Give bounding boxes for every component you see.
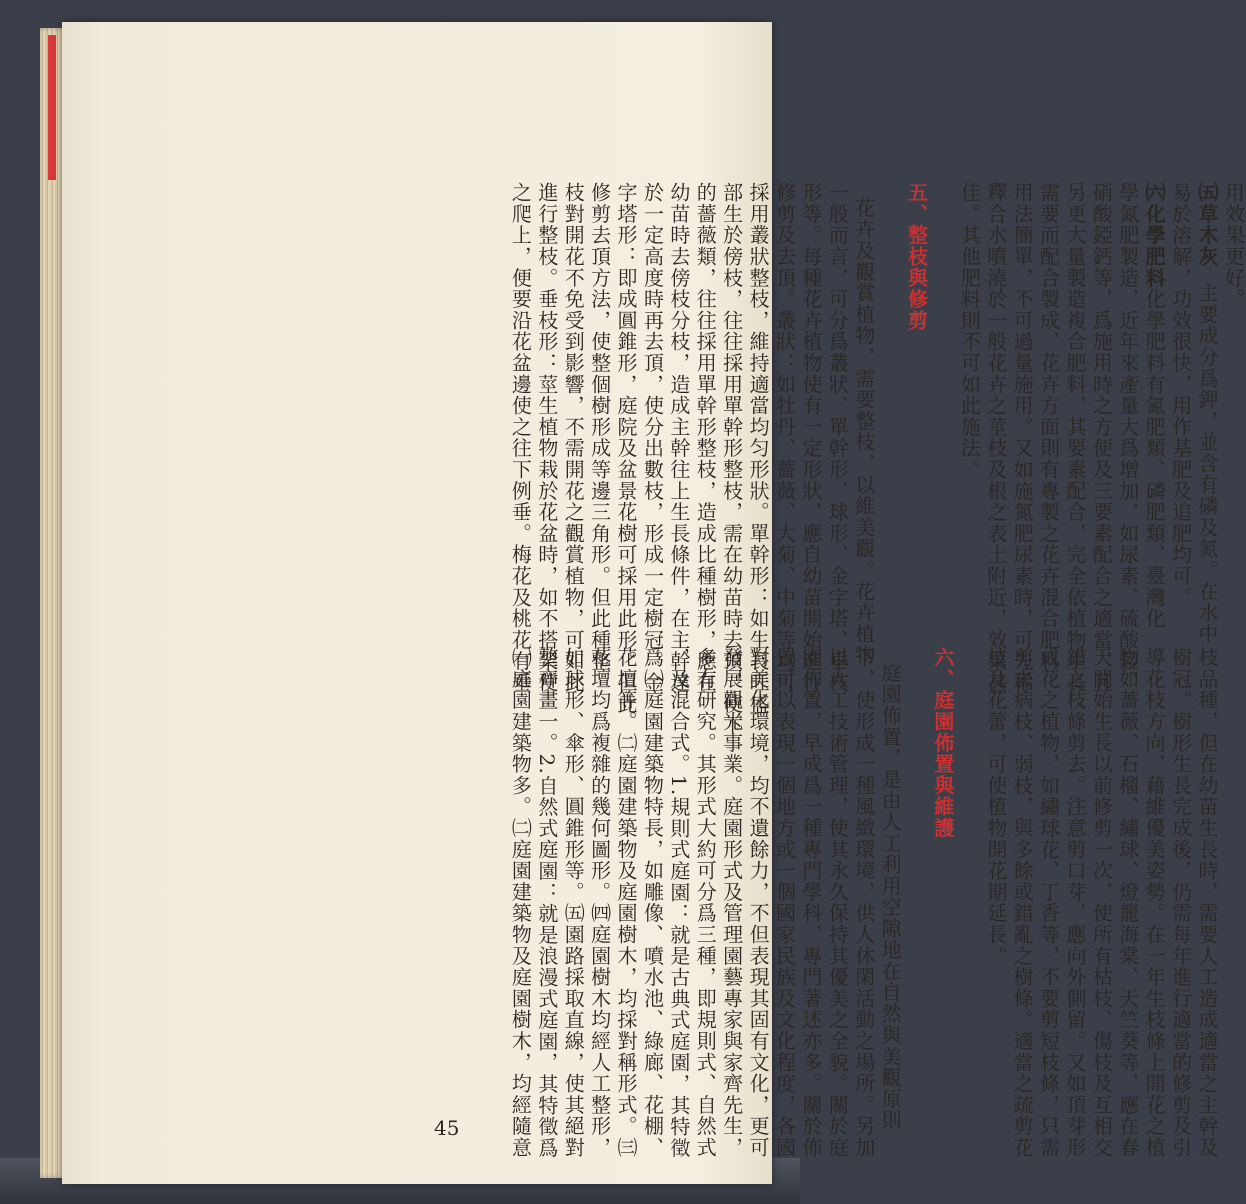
text-column: 用效果更好。 [1221, 182, 1246, 310]
section-heading-garden-layout: 六、庭園佈置與維護 [930, 647, 955, 839]
paragraph-pruning-continued: 枝品種，但在幼苗生長時，需要人工造成適當之主幹及 樹冠。樹形生長完成後，仍需每年進行適當的修剪及引 導花枝方向，藉維優美姿勢。在一年生枝條上開花之植 物如薔薇、石榴、繡球、燈籠海棠、天竺葵等，應在春 天開始生長以前修剪一次，使所有枯枝、傷枝及互相交 錯之枝條剪去。注意剪口芽，應向外側留。又如頂芽形 成花之植物，如繡球花、丁香等，不要剪短枝條，只需 剪去病枝、弱枝，與多餘或錯亂之樹條。適當之疏剪花 枝及花蕾，可使植物開花期延長。 [983, 647, 1219, 1159]
page-number: 45 [434, 1116, 460, 1140]
book-page [62, 22, 1246, 1184]
red-bookmark [48, 35, 56, 180]
section-heading-pruning: 五、整枝與修剪 [904, 182, 929, 332]
lower-text-block [507, 647, 1220, 1159]
text-column: ㈥化學肥料化學肥料有氮肥類、磷肥類、臺灣化 [1142, 182, 1167, 630]
text-column: ㈤草木灰 主要成分爲鉀，並含有磷及氮。在水中 [1194, 182, 1219, 645]
term-plant-ash: ㈤草木灰 [1194, 182, 1219, 268]
paragraph-pruning: 花卉及觀賞植物，需要整枝，以維美觀。花卉植物 一般而言，可分爲叢狀、單幹形、球形、金字塔、垂枝 形等。每種花卉植物使有一定形狀，應自幼苗開始進行 修剪及去頂。叢狀：如牡丹、薔薇、大菊、中菊等均可 採用叢狀整枝，維持適當均匀形狀。單幹形：如生長旺盛 部生於傍枝，往往採用單幹形整枝，需在幼苗時去頂，使下 的薔薇類，往往採用單幹形整枝，造成比種樹形，應在 幼苗時去傍枝分枝，造成主幹往上生長條件，在主幹達 於一定高度時再去頂，使分出數枝，形成一定樹冠。金 字塔形：即成圓錐形，庭院及盆景花樹可採用此形。但此 修剪去頂方法，使整個樹形成等邊三角形。但此種整 枝對開花不免受到影響，不需開花之觀賞植物，可如此 進行整枝。垂枝形：莖生植物栽於花盆時，如不搭架使 之爬上，便要沿花盆邊使之往下例垂。梅花及桃花有垂 [508, 182, 876, 736]
paragraph-chemical-fertilizer: 學氮肥製造，近年來產量大爲增加，如尿素、硫酸錏、 硝酸錏鈣等，爲施用時之方便及三要素配合之適當，且 另更大量製造複合肥料，其要素配合，完全依植物生長 需要而配合製成，花卉方面則有專製之花卉混合肥料， 用法簡單，不可過量施用。又如施氮肥尿素時，可先稀 釋合水噴澆於一般花卉之莖枝及根之表土附近，效果甚 佳。其他肥料則不可如此施法。 [957, 182, 1140, 694]
text-column: 易於溶解，功效很快，用作基肥及追肥均可。 [1168, 182, 1193, 608]
paragraph-garden-layout: 庭園佈置，是由人工利用空隙地在自然與美觀原則 下，使形成一種風緻環境，供人休閑活動之場所。另加 以人工技術管理，使其永久保持其優美之全貌。關於庭 園佈置，早成爲一種專門學科，專門著述亦多。關於佈 置可以表現一個地方或一個國家民族及文化程度，各國 對美化環境，均不遺餘力，不但表現其固有文化，更可 發展觀光事業。庭園形式及管理園藝專家與家齊先生， 多有研究。其形式大約可分爲三種，即規則式、自然式 ，及混合式。1.規則式庭園：就是古典式庭園，其特徵 爲㈠庭園建築物特長，如雕像、噴水池、綠廊、花棚、 花壇等。㈡庭園建築物及庭園樹木，均採對稱形式。㈢ 花壇均爲複雜的幾何圖形。㈣庭園樹木均經人工整形， 如球形、傘形、圓錐形等。㈤園路採取直線，使其絕對 整齊畫一。2.自然式庭園：就是浪漫式庭園，其特徵爲 ㈠庭園建築物多。㈡庭園建築物及庭園樹木，均經隨意 [508, 647, 903, 1159]
term-chemical-fertilizer: ㈥化學肥料 [1142, 182, 1167, 289]
